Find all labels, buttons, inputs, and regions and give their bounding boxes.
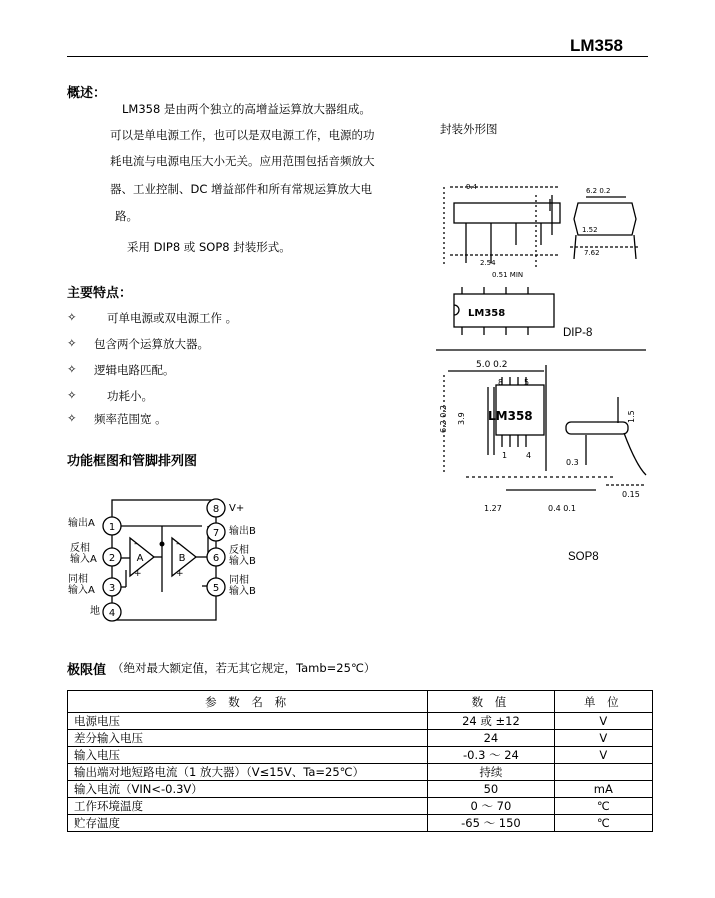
feature-item-5: 频率范围宽 。 bbox=[94, 412, 167, 426]
dim-sop-height: 6.2 0.2 bbox=[439, 405, 448, 433]
dim-sop-thick: 1.5 bbox=[627, 410, 636, 423]
table-row bbox=[68, 764, 653, 781]
overview-line-4: 器、工业控制、DC 增益部件和所有常规运算放大电 bbox=[110, 182, 373, 196]
pin-4-label: 地 bbox=[90, 606, 100, 617]
dim-sop-lead: 0.3 bbox=[566, 458, 579, 467]
table-row bbox=[68, 815, 653, 832]
row-unit: V bbox=[554, 747, 652, 764]
col-param-header: 参 数 名 称 bbox=[68, 691, 428, 713]
table-row bbox=[68, 781, 653, 798]
sop8-label: SOP8 bbox=[568, 551, 599, 563]
pin-3-number: 3 bbox=[108, 583, 116, 594]
sop-pin-1: 1 bbox=[502, 451, 508, 460]
col-unit-header: 单 位 bbox=[554, 691, 652, 713]
table-row bbox=[68, 730, 653, 747]
svg-text:+: + bbox=[176, 569, 184, 579]
row-param: 电源电压 bbox=[68, 713, 428, 730]
row-value: 24 bbox=[428, 730, 554, 747]
col-value-header: 数 值 bbox=[428, 691, 554, 713]
row-param: 工作环境温度 bbox=[68, 798, 428, 815]
pin-6-label: 反相 输入B bbox=[229, 545, 256, 567]
pin-8-label: V+ bbox=[229, 503, 245, 514]
dim-dip-min: 0.51 MIN bbox=[492, 271, 524, 279]
feature-item-3: 逻辑电路匹配。 bbox=[94, 363, 175, 377]
row-param: 输入电压 bbox=[68, 747, 428, 764]
dim-dip-top: 9.4 bbox=[466, 183, 478, 191]
block-diagram-heading: 功能框图和管脚排列图 bbox=[67, 454, 198, 469]
sop-pin-4: 4 bbox=[526, 451, 532, 460]
overview-line-5: 路。 bbox=[115, 209, 138, 223]
feature-bullet-icon: ✧ bbox=[67, 310, 77, 324]
part-number-title: LM358 bbox=[570, 36, 623, 55]
overview-line-1: LM358 是由两个独立的高增益运算放大器组成。 bbox=[122, 102, 371, 116]
row-param: 差分输入电压 bbox=[68, 730, 428, 747]
pin-6-number: 6 bbox=[212, 553, 220, 564]
pin-1-label: 输出A bbox=[68, 518, 95, 529]
dim-sop-leadw: 0.4 0.1 bbox=[548, 504, 576, 513]
package-drawing-title: 封装外形图 bbox=[440, 122, 498, 136]
pin-5-label: 同相 输入B bbox=[229, 575, 256, 597]
dim-dip-end-mid: 1.52 bbox=[582, 226, 598, 234]
row-param: 输入电流（VIN<-0.3V） bbox=[68, 781, 428, 798]
header-rule bbox=[67, 56, 648, 57]
sop-profile bbox=[566, 422, 628, 434]
dim-dip-pitch: 2.54 bbox=[480, 259, 496, 267]
row-unit: ℃ bbox=[554, 798, 652, 815]
feature-item-4: 功耗小。 bbox=[107, 389, 153, 403]
row-value: -65 ～ 150 bbox=[428, 815, 554, 832]
dim-dip-end-top: 6.2 0.2 bbox=[586, 187, 611, 195]
dim-sop-pitch: 1.27 bbox=[484, 504, 502, 513]
pin-1-number: 1 bbox=[108, 522, 116, 533]
dip-chip-marking: LM358 bbox=[468, 308, 506, 319]
pin-2-label: 反相 输入A bbox=[70, 543, 97, 565]
dim-dip-end-bottom: 7.62 bbox=[584, 249, 600, 257]
amp-a-label: A bbox=[136, 553, 144, 564]
pin-3-label: 同相 输入A bbox=[68, 574, 95, 596]
feature-bullet-icon: ✧ bbox=[67, 362, 77, 376]
row-unit: ℃ bbox=[554, 815, 652, 832]
svg-text:+: + bbox=[134, 569, 142, 579]
feature-bullet-icon: ✧ bbox=[67, 411, 77, 425]
limits-heading: 极限值 bbox=[67, 663, 107, 678]
limits-table bbox=[67, 690, 653, 832]
row-unit: V bbox=[554, 713, 652, 730]
feature-item-1: 可单电源或双电源工作 。 bbox=[107, 311, 238, 325]
overview-line-2: 可以是单电源工作，也可以是双电源工作，电源的功 bbox=[110, 128, 375, 142]
table-row bbox=[68, 713, 653, 730]
pin-7-label: 输出B bbox=[229, 526, 256, 537]
row-unit: V bbox=[554, 730, 652, 747]
row-value: 50 bbox=[428, 781, 554, 798]
dim-sop-body: 3.9 bbox=[457, 412, 466, 425]
svg-text:-: - bbox=[176, 539, 180, 549]
dip-side-body bbox=[454, 203, 560, 223]
dim-sop-foot: 0.15 bbox=[622, 490, 640, 499]
row-unit: mA bbox=[554, 781, 652, 798]
feature-item-2: 包含两个运算放大器。 bbox=[94, 337, 209, 351]
row-value: 持续 bbox=[428, 764, 554, 781]
svg-text:-: - bbox=[134, 539, 138, 549]
overview-heading: 概述： bbox=[67, 86, 107, 101]
row-param: 输出端对地短路电流（1 放大器）（V≤15V、Ta=25℃） bbox=[68, 764, 428, 781]
table-row bbox=[68, 798, 653, 815]
amp-b-label: B bbox=[178, 553, 186, 564]
limits-note: （绝对最大额定值，若无其它规定，Tamb=25℃） bbox=[112, 661, 376, 675]
sop-pin-5: 5 bbox=[524, 378, 530, 387]
overview-line-3: 耗电流与电源电压大小无关。应用范围包括音频放大 bbox=[110, 154, 375, 168]
pin-7-number: 7 bbox=[212, 528, 220, 539]
dim-sop-width: 5.0 0.2 bbox=[476, 360, 508, 370]
pin-4-number: 4 bbox=[108, 608, 116, 619]
pin-2-number: 2 bbox=[108, 553, 116, 564]
feature-bullet-icon: ✧ bbox=[67, 336, 77, 350]
pin-5-number: 5 bbox=[212, 583, 220, 594]
table-row bbox=[68, 747, 653, 764]
row-unit bbox=[554, 764, 652, 781]
table-header-row bbox=[68, 691, 653, 713]
package-line: 采用 DIP8 或 SOP8 封装形式。 bbox=[127, 240, 291, 254]
row-value: 0 ～ 70 bbox=[428, 798, 554, 815]
row-value: -0.3 ～ 24 bbox=[428, 747, 554, 764]
dip8-label: DIP-8 bbox=[563, 327, 593, 339]
features-heading: 主要特点： bbox=[67, 286, 133, 301]
feature-bullet-icon: ✧ bbox=[67, 388, 77, 402]
sop-pin-8: 8 bbox=[498, 378, 504, 387]
row-param: 贮存温度 bbox=[68, 815, 428, 832]
pin-8-number: 8 bbox=[212, 504, 220, 515]
sop-chip-marking: LM358 bbox=[488, 409, 533, 423]
package-drawings bbox=[436, 175, 648, 515]
row-value: 24 或 ±12 bbox=[428, 713, 554, 730]
